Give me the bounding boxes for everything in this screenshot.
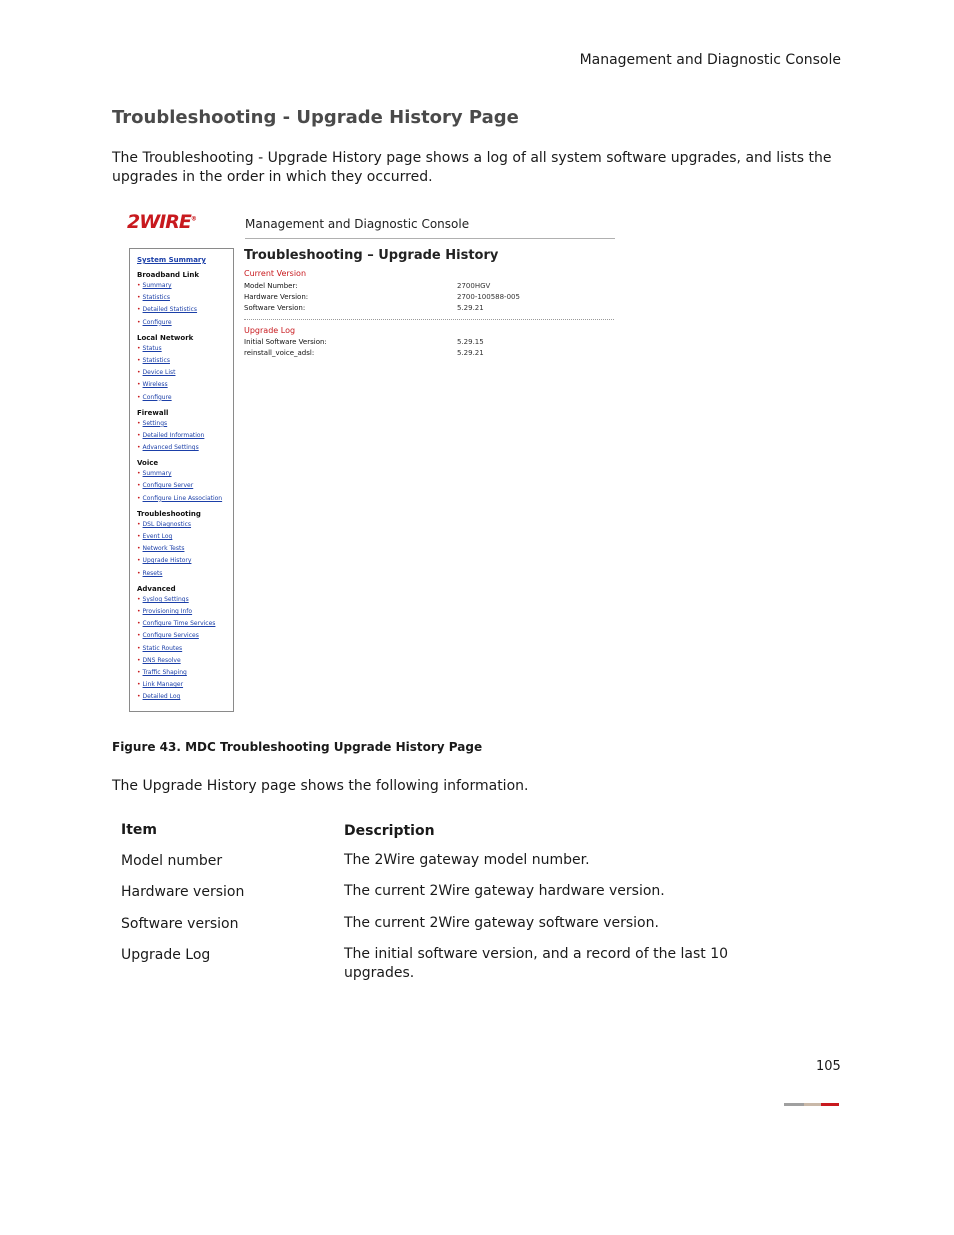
- sidebar-link-label: Syslog Settings: [142, 595, 189, 603]
- sidebar-link[interactable]: [137, 468, 233, 480]
- sidebar-link-label: Configure: [142, 393, 172, 401]
- running-header: Management and Diagnostic Console: [579, 52, 841, 68]
- sidebar-link[interactable]: [137, 655, 233, 667]
- deco-bar-red: [821, 1103, 839, 1106]
- table-cell-item: Hardware version: [121, 884, 245, 900]
- info-paragraph: The Upgrade History page shows the following information.: [112, 778, 529, 794]
- sidebar-link[interactable]: [137, 543, 233, 555]
- page-number: 105: [816, 1059, 841, 1074]
- info-label: Model Number:: [244, 282, 298, 290]
- sidebar-link[interactable]: [137, 531, 233, 543]
- bullet-icon: •: [137, 470, 141, 478]
- bullet-icon: •: [137, 419, 141, 427]
- sidebar-link[interactable]: [137, 568, 233, 580]
- sidebar-link-label: Status: [142, 344, 162, 352]
- bullet-icon: •: [137, 668, 141, 676]
- figure-caption: Figure 43. MDC Troubleshooting Upgrade History Page: [112, 740, 483, 754]
- sidebar-group-heading: Voice: [137, 459, 159, 468]
- bullet-icon: •: [137, 431, 141, 439]
- bullet-icon: •: [137, 393, 141, 401]
- sidebar-link-label: Configure Services: [142, 632, 199, 640]
- sidebar-link[interactable]: [137, 430, 233, 442]
- sidebar-link-label: Provisioning Info: [142, 607, 193, 615]
- info-label: Software Version:: [244, 304, 306, 312]
- table-cell-item: Software version: [121, 916, 239, 932]
- sidebar-nav: [129, 248, 234, 712]
- bullet-icon: •: [137, 607, 141, 615]
- table-cell-item: Upgrade Log: [121, 947, 211, 963]
- sidebar-link[interactable]: [137, 691, 233, 703]
- sidebar-link[interactable]: [137, 480, 233, 492]
- info-value: 5.29.21: [457, 349, 484, 357]
- sidebar-link[interactable]: [137, 519, 233, 531]
- table-cell-description: The current 2Wire gateway software version.: [344, 915, 659, 931]
- sidebar-link-label: Event Log: [142, 533, 173, 540]
- bullet-icon: •: [137, 282, 141, 289]
- sidebar-link[interactable]: [137, 392, 233, 404]
- bullet-icon: •: [137, 381, 141, 389]
- bullet-icon: •: [137, 533, 141, 540]
- bullet-icon: •: [137, 494, 141, 502]
- sidebar-link-label: DNS Resolve: [142, 656, 181, 664]
- table-cell-item: Model number: [121, 853, 223, 869]
- info-value: 5.29.21: [457, 304, 484, 312]
- intro-paragraph: The Troubleshooting - Upgrade History page shows a log of all system software upgrades, and lists the upgrades in the order in which they occurred.: [112, 150, 832, 185]
- section-title: Troubleshooting - Upgrade History Page: [112, 107, 519, 128]
- sidebar-link-label: Link Manager: [142, 681, 184, 689]
- deco-bar-gray: [784, 1103, 804, 1106]
- sidebar-link[interactable]: [137, 418, 233, 430]
- bullet-icon: •: [137, 356, 141, 364]
- mdc-screenshot-figure: [127, 207, 617, 713]
- info-value: 2700HGV: [457, 282, 491, 290]
- sidebar-link[interactable]: [137, 304, 233, 316]
- bullet-icon: •: [137, 444, 141, 452]
- info-label: Hardware Version:: [244, 293, 309, 301]
- bullet-icon: •: [137, 369, 141, 377]
- console-title: Management and Diagnostic Console: [245, 217, 470, 231]
- table-cell-description: The initial software version, and a record of the last 10 upgrades.: [344, 946, 729, 981]
- sidebar-link[interactable]: [137, 367, 233, 379]
- info-label: reinstall_voice_adsl:: [244, 349, 315, 357]
- sidebar-link[interactable]: [137, 292, 233, 304]
- bullet-icon: •: [137, 294, 141, 302]
- footer-decoration: [784, 1103, 839, 1106]
- bullet-icon: •: [137, 306, 141, 314]
- sidebar-link[interactable]: [137, 618, 233, 630]
- table-cell-description: The current 2Wire gateway hardware version.: [344, 883, 665, 899]
- sidebar-link-label: Settings: [142, 419, 168, 427]
- sidebar-link[interactable]: [137, 643, 233, 655]
- sidebar-link-label: Statistics: [142, 294, 170, 302]
- bullet-icon: •: [137, 482, 141, 490]
- sidebar-group-heading: Advanced: [137, 584, 176, 593]
- sidebar-link-label: DSL Diagnostics: [142, 520, 192, 528]
- sidebar-link-label: Detailed Statistics: [142, 306, 198, 314]
- content-title: Troubleshooting – Upgrade History: [244, 248, 499, 263]
- bullet-icon: •: [137, 569, 141, 577]
- sidebar-link[interactable]: [137, 343, 233, 355]
- sidebar-link[interactable]: [137, 493, 233, 505]
- section-divider: [244, 319, 614, 320]
- sidebar-link-label: Summary: [142, 470, 172, 478]
- bullet-icon: •: [137, 344, 141, 352]
- sidebar-group-heading: Troubleshooting: [137, 509, 201, 518]
- info-value: 2700-100588-005: [457, 293, 520, 301]
- sidebar-link-label: Network Tests: [142, 545, 185, 553]
- table-header-description: Description: [344, 823, 435, 839]
- upgrade-log-heading: Upgrade Log: [244, 326, 296, 335]
- sidebar-group-heading: Firewall: [137, 408, 169, 417]
- sidebar-link-label: Wireless: [142, 381, 168, 389]
- sidebar-link-label: Advanced Settings: [142, 444, 199, 452]
- bullet-icon: •: [137, 520, 141, 528]
- bullet-icon: •: [137, 557, 141, 565]
- 2wire-logo: 2WIRE®: [127, 211, 196, 233]
- deco-bar-tan: [804, 1103, 821, 1106]
- bullet-icon: •: [137, 545, 141, 553]
- table-header-item: Item: [121, 822, 157, 838]
- bullet-icon: •: [137, 681, 141, 689]
- sidebar-item-system-summary[interactable]: System Summary: [137, 256, 206, 264]
- sidebar-link-label: Detailed Information: [142, 431, 205, 439]
- sidebar-group-heading: Broadband Link: [137, 271, 199, 279]
- bullet-icon: •: [137, 644, 141, 652]
- sidebar-link-label: Configure: [142, 318, 172, 326]
- sidebar-link[interactable]: [137, 679, 233, 691]
- sidebar-link-label: Configure Server: [142, 482, 194, 490]
- sidebar-link[interactable]: [137, 630, 233, 642]
- sidebar-link-label: Statistics: [142, 356, 170, 364]
- info-label: Initial Software Version:: [244, 338, 327, 346]
- sidebar-link[interactable]: [137, 379, 233, 391]
- sidebar-link-label: Resets: [142, 569, 163, 577]
- bullet-icon: •: [137, 620, 141, 628]
- sidebar-link[interactable]: [137, 555, 233, 567]
- sidebar-link-label: Summary: [142, 282, 172, 289]
- sidebar-link-label: Upgrade History: [142, 557, 192, 565]
- sidebar-link-label: Configure Line Association: [142, 494, 223, 502]
- bullet-icon: •: [137, 318, 141, 326]
- info-value: 5.29.15: [457, 338, 484, 346]
- sidebar-link-label: Device List: [142, 369, 176, 377]
- sidebar-link-label: Configure Time Services: [142, 620, 216, 628]
- bullet-icon: •: [137, 632, 141, 640]
- sidebar-link[interactable]: [137, 317, 233, 329]
- sidebar-link[interactable]: [137, 606, 233, 618]
- bullet-icon: •: [137, 656, 141, 664]
- sidebar-group-heading: Local Network: [137, 333, 194, 342]
- sidebar-link[interactable]: [137, 280, 233, 292]
- header-rule: [245, 238, 615, 239]
- sidebar-link[interactable]: [137, 355, 233, 367]
- current-version-heading: Current Version: [244, 269, 307, 278]
- sidebar-link-label: Traffic Shaping: [142, 668, 187, 676]
- bullet-icon: •: [137, 693, 141, 701]
- sidebar-link[interactable]: [137, 594, 233, 606]
- bullet-icon: •: [137, 595, 141, 603]
- table-cell-description: The 2Wire gateway model number.: [344, 852, 590, 868]
- sidebar-link[interactable]: [137, 442, 233, 454]
- sidebar-link[interactable]: [137, 667, 233, 679]
- sidebar-link-label: Static Routes: [142, 644, 183, 652]
- sidebar-link-label: Detailed Log: [142, 693, 181, 701]
